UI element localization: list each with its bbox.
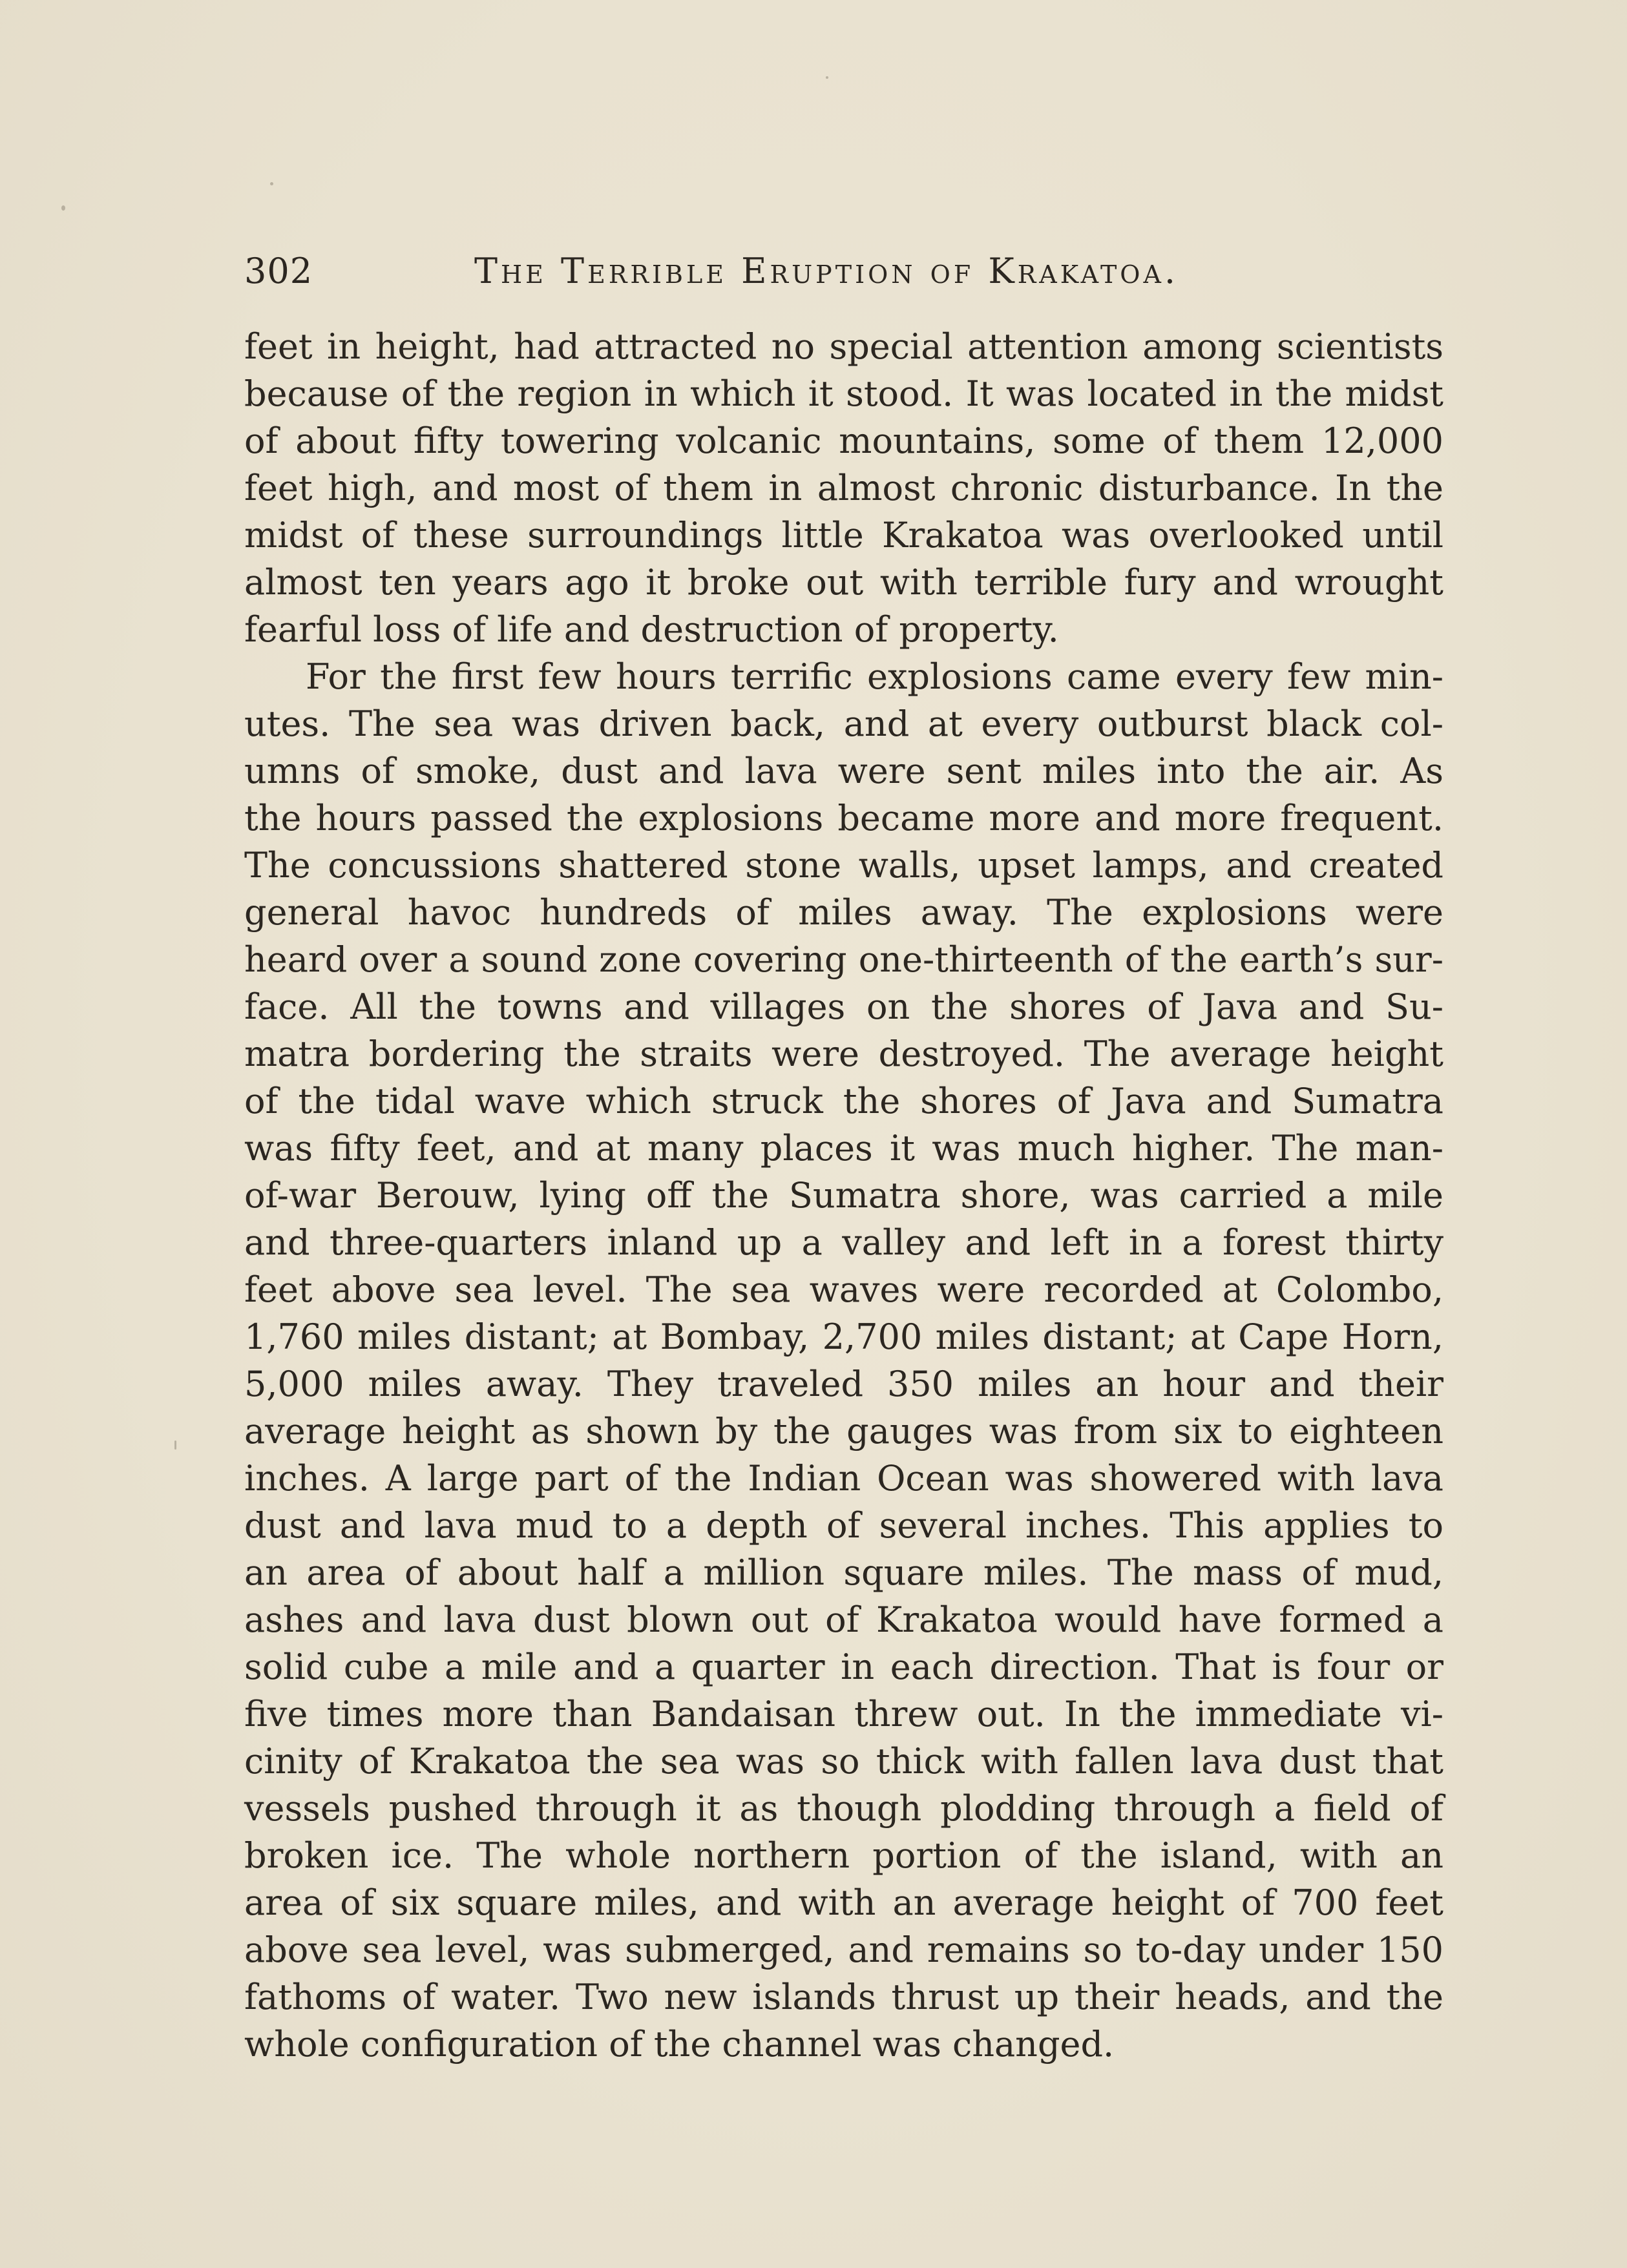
text-line: above sea level, was submerged, and remains so to-day under 150 xyxy=(244,1930,1443,1970)
text-line: feet high, and most of them in almost chronic disturbance. In the xyxy=(244,468,1443,508)
text-line: face. All the towns and villages on the shores of Java and Su- xyxy=(244,986,1443,1027)
text-line: solid cube a mile and a quarter in each direction. That is four or xyxy=(244,1647,1443,1687)
text-line: fathoms of water. Two new islands thrust up their heads, and the xyxy=(244,1977,1443,2017)
paper-speck xyxy=(61,205,65,211)
text-line: was fifty feet, and at many places it was much higher. The man- xyxy=(244,1128,1443,1169)
text-line: and three-quarters inland up a valley and left in a forest thirty xyxy=(244,1222,1443,1263)
paper-speck xyxy=(270,182,273,185)
text-line: of about fifty towering volcanic mountains, some of them 12,000 xyxy=(244,421,1443,461)
paper-speck xyxy=(174,1441,176,1450)
text-line: umns of smoke, dust and lava were sent miles into the air. As xyxy=(244,751,1443,791)
text-line: of the tidal wave which struck the shores of Java and Sumatra xyxy=(244,1081,1443,1121)
text-line: almost ten years ago it broke out with terrible fury and wrought xyxy=(244,562,1443,603)
text-line: broken ice. The whole northern portion of the island, with an xyxy=(244,1835,1443,1876)
running-title: The Terrible Eruption of Krakatoa. xyxy=(474,251,1179,291)
text-line: inches. A large part of the Indian Ocean was showered with lava xyxy=(244,1458,1443,1499)
text-line: five times more than Bandaisan threw out. In the immediate vi- xyxy=(244,1694,1443,1734)
text-line: vessels pushed through it as though plodding through a field of xyxy=(244,1788,1443,1829)
text-line: For the first few hours terrific explosions came every few min- xyxy=(306,656,1443,697)
text-line: feet in height, had attracted no special attention among scientists xyxy=(244,326,1443,367)
text-line: area of six square miles, and with an average height of 700 feet xyxy=(244,1882,1443,1923)
text-line: heard over a sound zone covering one-thirteenth of the earth’s sur- xyxy=(244,939,1443,980)
text-line: the hours passed the explosions became more and more frequent. xyxy=(244,798,1443,838)
text-line: utes. The sea was driven back, and at every outburst black col- xyxy=(244,703,1443,744)
text-line: feet above sea level. The sea waves were recorded at Colombo, xyxy=(244,1269,1443,1310)
text-line: matra bordering the straits were destroyed. The average height xyxy=(244,1034,1443,1074)
body-text xyxy=(244,323,1443,2068)
text-line: The concussions shattered stone walls, upset lamps, and created xyxy=(244,845,1443,886)
text-line: fearful loss of life and destruction of property. xyxy=(244,609,1059,650)
text-line: midst of these surroundings little Krakatoa was overlooked until xyxy=(244,515,1443,556)
text-line: of-war Berouw, lying off the Sumatra shore, was carried a mile xyxy=(244,1175,1443,1216)
text-line: an area of about half a million square miles. The mass of mud, xyxy=(244,1552,1443,1593)
running-header xyxy=(244,245,1443,297)
text-line: ashes and lava dust blown out of Krakatoa would have formed a xyxy=(244,1599,1443,1640)
text-line: general havoc hundreds of miles away. The explosions were xyxy=(244,892,1443,933)
text-line: whole configuration of the channel was changed. xyxy=(244,2024,1115,2065)
page-number: 302 xyxy=(244,251,313,291)
text-line: average height as shown by the gauges was from six to eighteen xyxy=(244,1411,1443,1451)
paper-speck xyxy=(826,76,828,79)
text-line: because of the region in which it stood. It was located in the midst xyxy=(244,373,1443,414)
text-line: 1,760 miles distant; at Bombay, 2,700 miles distant; at Cape Horn, xyxy=(244,1316,1443,1357)
text-line: dust and lava mud to a depth of several inches. This applies to xyxy=(244,1505,1443,1546)
text-line: cinity of Krakatoa the sea was so thick with fallen lava dust that xyxy=(244,1741,1443,1782)
text-line: 5,000 miles away. They traveled 350 miles an hour and their xyxy=(244,1364,1443,1404)
